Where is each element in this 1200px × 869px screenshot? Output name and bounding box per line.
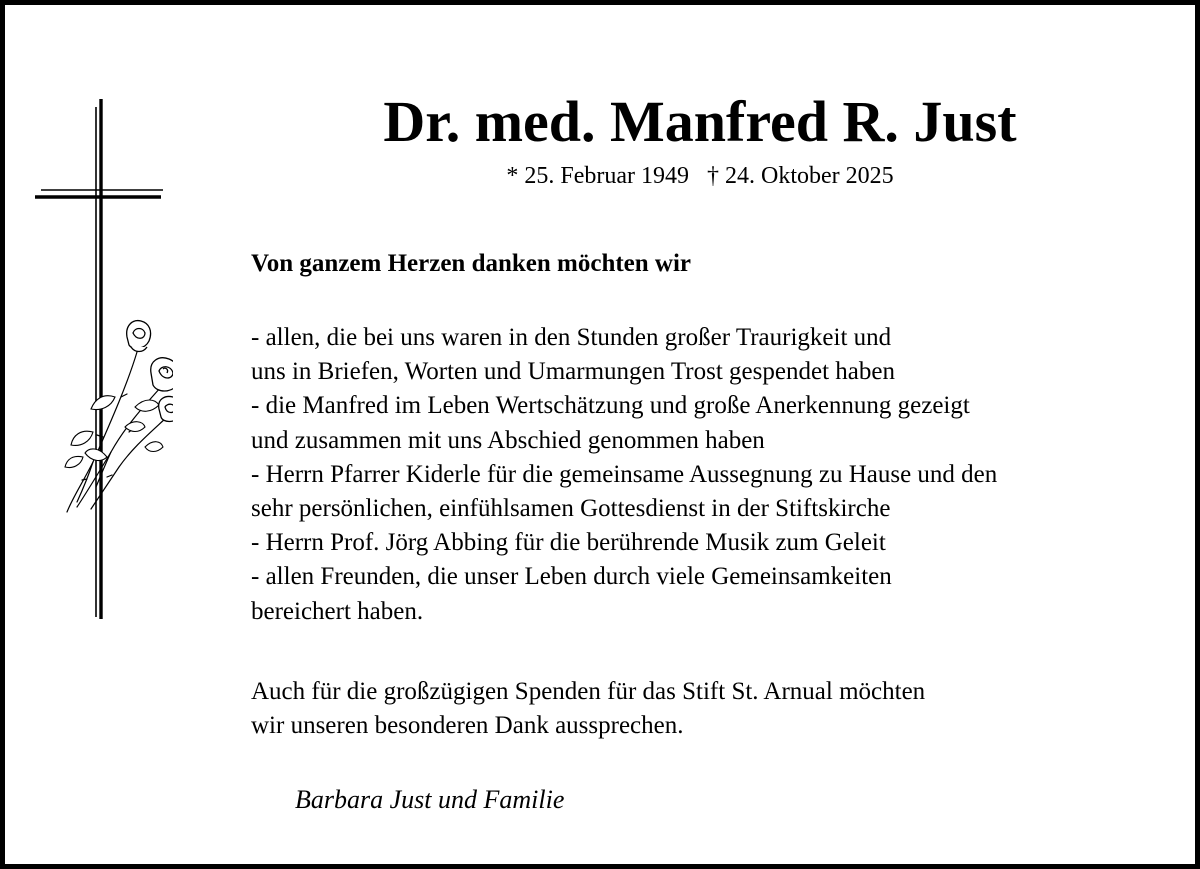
signature: Barbara Just und Familie	[295, 785, 565, 814]
thanks-line: bereichert haben.	[251, 597, 424, 625]
thanks-line: - Herrn Pfarrer Kiderle für die gemeinsame Aussegnung zu Hause und den	[251, 460, 998, 488]
closing-line: wir unseren besonderen Dank aussprechen.	[251, 712, 684, 740]
thanks-line: uns in Briefen, Worten und Umarmungen Trost gespendet haben	[251, 358, 895, 386]
thanks-line: - allen, die bei uns waren in den Stunden großer Traurigkeit und	[251, 324, 892, 351]
deceased-name: Dr. med. Manfred R. Just	[383, 89, 1017, 154]
donation-thanks	[251, 675, 1191, 743]
thanks-line: und zusammen mit uns Abschied genommen haben	[251, 426, 765, 454]
thanks-list	[251, 321, 1191, 629]
closing-line: Auch für die großzügigen Spenden für das Stift St. Arnual möchten	[251, 678, 926, 705]
thanks-line: sehr persönlichen, einfühlsamen Gottesdienst in der Stiftskirche	[251, 495, 891, 523]
thanks-heading: Von ganzem Herzen danken möchten wir	[251, 250, 692, 277]
thanks-line: - die Manfred im Leben Wertschätzung und große Anerkennung gezeigt	[251, 392, 970, 420]
cross-with-roses-icon	[33, 97, 173, 627]
thanks-line: - allen Freunden, die unser Leben durch viele Gemeinsamkeiten	[251, 563, 892, 591]
life-dates: * 25. Februar 1949 † 24. Oktober 2025	[506, 163, 894, 189]
thanks-line: - Herrn Prof. Jörg Abbing für die berührende Musik zum Geleit	[251, 529, 886, 557]
